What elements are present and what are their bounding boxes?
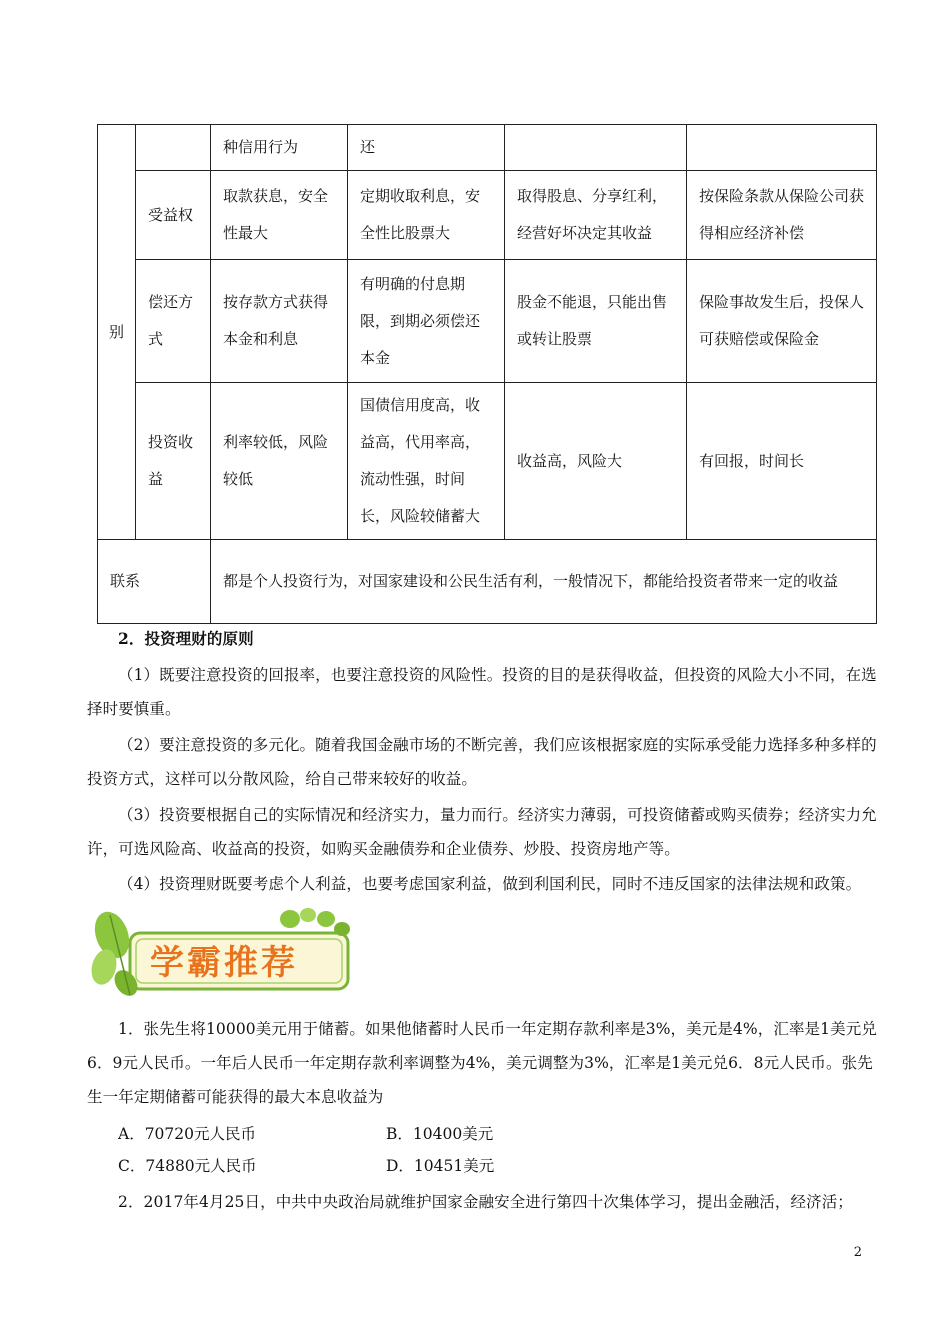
group-label-cell: 别 xyxy=(98,125,136,540)
cell-stocks xyxy=(505,125,687,171)
table-row xyxy=(98,383,877,540)
row-label: 偿还方式 xyxy=(136,260,211,383)
table-row xyxy=(98,260,877,383)
question-1-stem: 1．张先生将10000美元用于储蓄。如果他储蓄时人民币一年定期存款利率是3%，美元是4%，汇率是1美元兑6．9元人民币。一年后人民币一年定期存款利率调整为4%，美元调整为3%，汇率是1美元兑6．8元人民币。张先生一年定期储蓄可能获得的最大本息收益为 xyxy=(87,1020,877,1106)
cell-bonds: 国债信用度高，收益高，代用率高，流动性强，时间长，风险较储蓄大 xyxy=(348,383,505,540)
cell-insurance: 保险事故发生后，投保人可获赔偿或保险金 xyxy=(687,260,877,383)
row-label: 受益权 xyxy=(136,171,211,260)
option-c: C．74880元人民币 xyxy=(118,1157,257,1175)
principle-2: （2）要注意投资的多元化。随着我国金融市场的不断完善，我们应该根据家庭的实际承受能力选择多种多样的投资方式，这样可以分散风险，给自己带来较好的收益。 xyxy=(87,736,877,788)
cell-stocks: 股金不能退，只能出售或转让股票 xyxy=(505,260,687,383)
question-2-stem: 2．2017年4月25日，中共中央政治局就维护国家金融安全进行第四十次集体学习，提出金融活，经济活； xyxy=(118,1193,853,1211)
principle-3: （3）投资要根据自己的实际情况和经济实力，量力而行。经济实力薄弱，可投资储蓄或购买债券；经济实力允许，可选风险高、收益高的投资，如购买金融债券和企业债券、炒股、投资房地产等。 xyxy=(87,806,877,858)
cell-savings: 取款获息，安全性最大 xyxy=(211,171,348,260)
option-b: B．10400美元 xyxy=(386,1125,494,1143)
row-label: 投资收益 xyxy=(136,383,211,540)
table-row xyxy=(98,540,877,624)
table-row xyxy=(98,125,877,171)
cell-insurance xyxy=(687,125,877,171)
link-label: 联系 xyxy=(98,540,211,624)
cell-savings: 种信用行为 xyxy=(211,125,348,171)
section-heading: 2．投资理财的原则 xyxy=(118,629,254,648)
comparison-table xyxy=(97,124,877,624)
principle-1: （1）既要注意投资的回报率，也要注意投资的风险性。投资的目的是获得收益，但投资的风险大小不同，在选择时要慎重。 xyxy=(87,666,877,718)
option-a: A．70720元人民币 xyxy=(118,1125,257,1143)
cell-insurance: 有回报，时间长 xyxy=(687,383,877,540)
recommend-banner xyxy=(90,905,355,1000)
cell-savings: 按存款方式获得本金和利息 xyxy=(211,260,348,383)
cell-bonds: 有明确的付息期限，到期必须偿还本金 xyxy=(348,260,505,383)
principle-4: （4）投资理财既要考虑个人利益，也要考虑国家利益，做到利国利民，同时不违反国家的法律法规和政策。 xyxy=(118,875,862,893)
cell-bonds: 定期收取利息，安全性比股票大 xyxy=(348,171,505,260)
link-text: 都是个人投资行为，对国家建设和公民生活有利，一般情况下，都能给投资者带来一定的收益 xyxy=(211,540,877,624)
banner-title: 学霸推荐 xyxy=(150,943,298,983)
cell-insurance: 按保险条款从保险公司获得相应经济补偿 xyxy=(687,171,877,260)
option-d: D．10451美元 xyxy=(386,1157,495,1175)
cell-bonds: 还 xyxy=(348,125,505,171)
cell-savings: 利率较低，风险较低 xyxy=(211,383,348,540)
row-label xyxy=(136,125,211,171)
cell-stocks: 收益高，风险大 xyxy=(505,383,687,540)
cell-stocks: 取得股息、分享红利，经营好坏决定其收益 xyxy=(505,171,687,260)
table-row xyxy=(98,171,877,260)
page-number: 2 xyxy=(853,1245,862,1260)
